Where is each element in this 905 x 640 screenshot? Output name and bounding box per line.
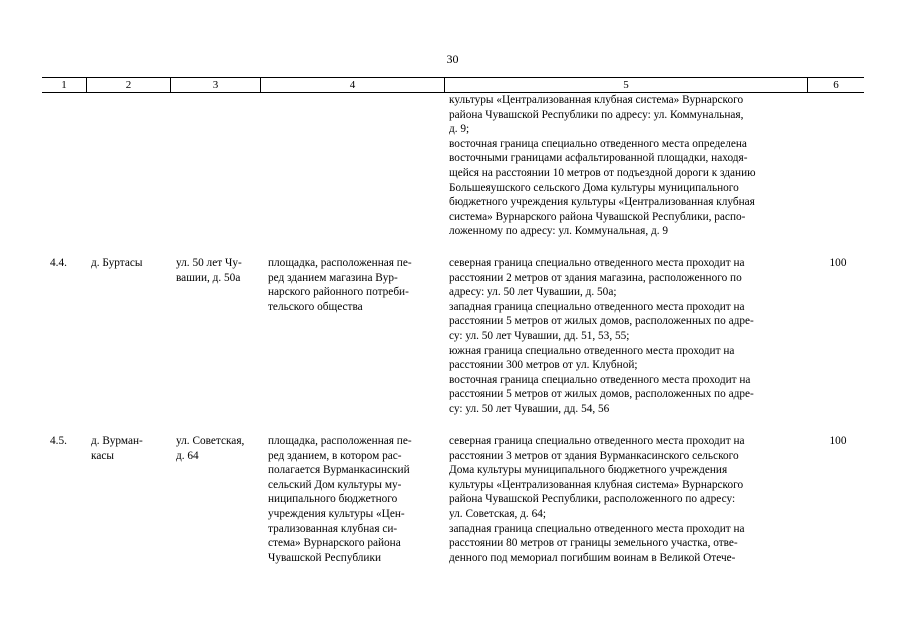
header-col-4: 4 — [260, 78, 444, 92]
capacity-cell: 100 — [829, 435, 847, 447]
borders-cell: северная граница специально отведенного места проходит на расстоянии 2 метров от здания магазина, расположенного по адресу: ул. 50 лет Чувашии, д. 50а; западная граница специально отведенного места проходит на расстоянии 5 метров от жилых домов, расположенных по адре- су: ул. 50 лет Чувашии, дд. 51, 53, 55; южная граница специально отведенного места проходит на расстоянии 300 метров от ул. Клубной; восточная граница специально отведенного места проходит на расстоянии 5 метров от жилых домов, расположенных по адре- су: ул. 50 лет Чувашии, дд. 54, 56 — [449, 257, 754, 415]
table-header — [42, 77, 864, 93]
header-col-2: 2 — [86, 78, 170, 92]
row-number: 4.4. — [50, 257, 67, 269]
settlement-cell: д. Буртасы — [91, 257, 143, 269]
borders-cell: северная граница специально отведенного места проходит на расстоянии 3 метров от здания Вурманкасинского сельского Дома культуры муниципального бюджетного учреждения культуры «Централизованная клубная система» Вурнарского района Чувашской Республики, расположенного по адресу: ул. Советская, д. 64; западная граница специально отведенного места проходит на расстоянии 80 метров от границы земельного участка, отве- денного под мемориал погибшим воинам в Великой Отече- — [449, 435, 745, 564]
header-col-6: 6 — [807, 78, 864, 92]
header-col-3: 3 — [170, 78, 260, 92]
header-col-1: 1 — [61, 79, 67, 91]
settlement-cell: д. Вурман- касы — [91, 435, 143, 462]
address-cell: ул. Советская, д. 64 — [176, 435, 245, 462]
place-cell: площадка, расположенная пе- ред зданием магазина Вур- нарского районного потреби- тельского общества — [268, 257, 412, 313]
header-col-5: 5 — [444, 78, 807, 92]
row-number: 4.5. — [50, 435, 67, 447]
place-cell: площадка, расположенная пе- ред зданием, в котором рас- полагается Вурманкасинский сельский Дом культуры му- ниципального бюджетного учреждения культуры «Цен- трализованная клубная си- стема» Вурнарского района Чувашской Республики — [268, 435, 412, 564]
continuation-borders: культуры «Централизованная клубная система» Вурнарского района Чувашской Республики по адресу: ул. Коммунальная, д. 9; восточная граница специально отведенного места определена восточными границами асфальтированной площадки, находя- щейся на расстоянии 10 метров от подъездной дороги к зданию Большеяушского сельского Дома культуры муниципального бюджетного учреждения культуры «Централизованная клубная система» Вурнарского района Чувашской Республики, распо- ложенному по адресу: ул. Коммунальная, д. 9 — [449, 94, 756, 238]
address-cell: ул. 50 лет Чу- вашии, д. 50а — [176, 257, 242, 284]
capacity-cell: 100 — [829, 257, 847, 269]
page-number: 30 — [446, 52, 459, 66]
